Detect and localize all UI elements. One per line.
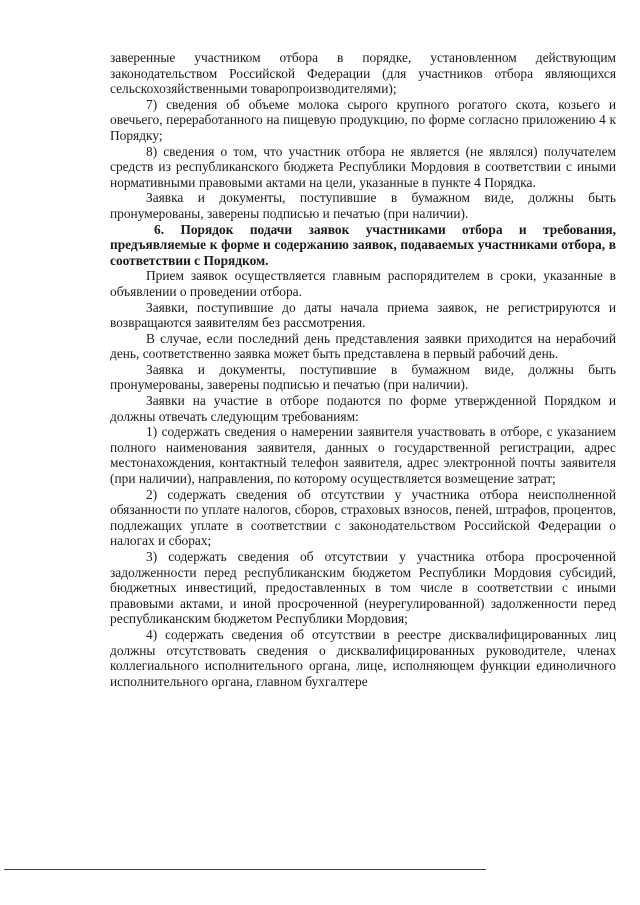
paragraph-numbering-note-2: Заявка и документы, поступившие в бумажном виде, должны быть пронумерованы, заверены подписью и печатью (при наличии).: [110, 361, 616, 393]
paragraph-early-applications: Заявки, поступившие до даты начала приема заявок, не регистрируются и возвращаются заявителям без рассмотрения.: [110, 299, 616, 331]
paragraph-non-working-day: В случае, если последний день представления заявки приходится на нерабочий день, соответственно заявка может быть представлена в первый рабочий день.: [110, 330, 616, 362]
paragraph-requirement-3: 3) содержать сведения об отсутствии у участника отбора просроченной задолженности перед республиканским бюджетом Республики Мордовия субсидий, бюджетных инвестиций, предоставленных в том числе в соответствии с иными правовыми актами, и иной просроченной (неурегулированной) задолженности перед республиканским бюджетом Республики Мордовия;: [110, 549, 616, 627]
document-body: [110, 50, 616, 689]
paragraph-requirement-1: 1) содержать сведения о намерении заявителя участвовать в отборе, с указанием полного наименования заявителя, данных о государственной регистрации, адрес местонахождения, контактный телефон заявителя, адрес электронной почты заявителя (при наличии), направления, по которому осуществляется возмещение затрат;: [110, 424, 616, 487]
paragraph-requirement-2: 2) содержать сведения об отсутствии у участника отбора неисполненной обязанности по уплате налогов, сборов, страховых взносов, пеней, штрафов, процентов, подлежащих уплате в соответствии с законодательством Российской Федерации о налогах и сборах;: [110, 486, 616, 549]
paragraph-item-7: 7) сведения об объеме молока сырого крупного рогатого скота, козьего и овечьего, переработанного на пищевую продукцию, по форме согласно приложению 4 к Порядку;: [110, 96, 616, 143]
section-6-heading: 6. Порядок подачи заявок участниками отбора и требования, предъявляемые к форме и содержанию заявок, подаваемых участниками отбора, в соответствии с Порядком.: [110, 221, 616, 268]
paragraph-continuation: заверенные участником отбора в порядке, установленном действующим законодательством Российской Федерации (для участников отбора являющихся сельскохозяйственными товаропроизводителями);: [110, 50, 616, 97]
footer-rule: [4, 869, 486, 870]
paragraph-requirement-4: 4) содержать сведения об отсутствии в реестре дисквалифицированных лиц должны отсутствовать сведения о дисквалифицированных руководителе, членах коллегиального исполнительного органа, лице, исполняющем функции единоличного исполнительного органа, главном бухгалтере: [110, 626, 616, 689]
paragraph-numbering-note: Заявка и документы, поступившие в бумажном виде, должны быть пронумерованы, заверены подписью и печатью (при наличии).: [110, 190, 616, 221]
paragraph-requirements: Заявки на участие в отборе подаются по форме утвержденной Порядком и должны отвечать следующим требованиям:: [110, 393, 616, 424]
paragraph-acceptance: Прием заявок осуществляется главным распорядителем в сроки, указанные в объявлении о проведении отбора.: [110, 268, 616, 299]
paragraph-item-8: 8) сведения о том, что участник отбора не является (не являлся) получателем средств из республиканского бюджета Республики Мордовия в соответствии с иными нормативными правовыми актами на цели, указанные в пункте 4 Порядка.: [110, 143, 616, 190]
